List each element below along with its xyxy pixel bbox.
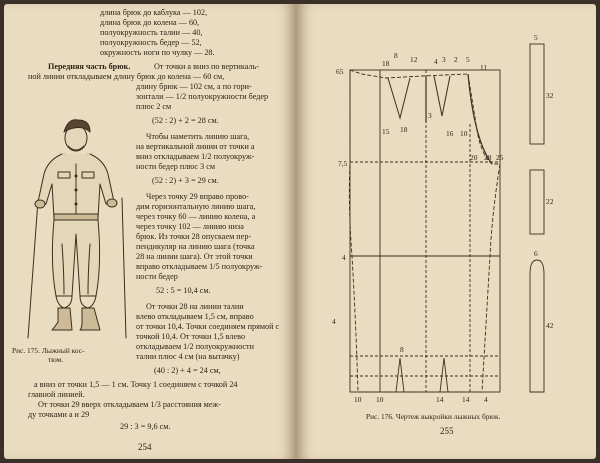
strip-label: 5 xyxy=(534,33,538,42)
text-line: брюк. Из точки 28 опускаем пер- xyxy=(136,232,252,241)
text-line: плюс 2 см xyxy=(136,102,172,111)
formula: 29 : 3 = 9,6 см. xyxy=(120,422,171,431)
draft-label: 28 xyxy=(484,153,492,162)
section-heading: Передняя часть брюк. xyxy=(48,62,131,71)
measurement-line: длина брюк до колена — 60, xyxy=(100,18,200,27)
page-number: 254 xyxy=(138,442,152,452)
formula: (40 : 2) + 4 = 24 см, xyxy=(154,366,221,375)
draft-label: 14 xyxy=(462,395,470,404)
draft-label: 3 xyxy=(442,55,446,64)
text-line: ности бедер плюс 3 см xyxy=(136,162,216,171)
draft-label: 20 xyxy=(470,153,478,162)
text-line: ности бедер xyxy=(136,272,178,281)
text-line: зонтали — 1/2 полуокружности бедер xyxy=(136,92,269,101)
draft-label: 14 xyxy=(436,395,444,404)
measurement-line: полуокружность талии — 40, xyxy=(100,28,203,37)
draft-label: 65 xyxy=(336,67,344,76)
draft-label: 25 xyxy=(496,153,504,162)
strip-label: 6 xyxy=(534,249,538,258)
strip-label: 42 xyxy=(546,321,554,330)
right-page xyxy=(296,4,596,459)
draft-label: 15 xyxy=(382,127,390,136)
text-line: Через точку 29 вправо прово- xyxy=(146,192,249,201)
text-line: вправо откладываем 1/5 полуокруж- xyxy=(136,262,263,271)
figure-caption: Рис. 175. Лыжный кос- xyxy=(12,346,85,355)
draft-label: 11 xyxy=(480,63,488,72)
draft-label: 16 xyxy=(446,129,454,138)
text-line: через точку 102 — линию низа xyxy=(136,222,244,231)
text-line: а вниз от точки 1,5 — 1 см. Точку 1 соединяем с точкой 24 xyxy=(34,380,238,389)
measurement-line: окружность ноги по чулку — 28. xyxy=(100,48,215,57)
draft-label: 8 xyxy=(400,345,404,354)
text-line: талии плюс 4 см (на вытачку) xyxy=(136,352,240,361)
text-line: точкой 10,4. От точки 1,5 влево xyxy=(136,332,246,341)
measurement-line: длина брюк до каблука — 102, xyxy=(100,8,208,17)
text-line: главной линией. xyxy=(28,390,85,399)
draft-label: 4 xyxy=(484,395,488,404)
text-line: откладываем 1/2 полуокружности xyxy=(136,342,255,351)
draft-label: 18 xyxy=(400,125,408,134)
trousers-pattern-draft xyxy=(296,4,596,459)
draft-label: 7,5 xyxy=(338,159,348,168)
left-page xyxy=(4,4,296,459)
text-line: ной линии откладываем длину брюк до колена — 60 см, xyxy=(28,72,225,81)
formula: (52 : 2) + 2 = 28 см. xyxy=(152,116,219,125)
text-line: длину брюк — 102 см, а по гори- xyxy=(136,82,252,91)
draft-label: 5 xyxy=(466,55,470,64)
draft-label: 2 xyxy=(454,55,458,64)
draft-label: 4 xyxy=(342,253,346,262)
text-line: Чтобы наметить линию шага, xyxy=(146,132,250,141)
text-line: ду точками a и 29 xyxy=(28,410,90,419)
page-number: 255 xyxy=(440,426,454,436)
strip-label: 32 xyxy=(546,91,554,100)
text-line: От точки 28 на линии талии xyxy=(146,302,244,311)
draft-label: 10 xyxy=(376,395,384,404)
text-line: вниз откладываем 1/2 полуокруж- xyxy=(136,152,255,161)
formula: 52 : 5 = 10,4 см. xyxy=(156,286,211,295)
text-line: влево откладываем 1,5 см, вправо xyxy=(136,312,254,321)
draft-label: 4 xyxy=(434,57,438,66)
draft-label: 18 xyxy=(382,59,390,68)
figure-caption: Рис. 176. Чертеж выкройки лыжных брюк. xyxy=(366,412,501,421)
measurement-line: полуокружность бедер — 52, xyxy=(100,38,202,47)
text-line: От точки 29 вверх откладываем 1/3 расстояния меж- xyxy=(38,400,221,409)
ski-costume-illustration xyxy=(18,114,134,340)
draft-label: 12 xyxy=(410,55,418,64)
formula: (52 : 2) + 3 = 29 см. xyxy=(152,176,219,185)
draft-label: 10 xyxy=(354,395,362,404)
draft-label: 4 xyxy=(332,317,336,326)
text-line: 28 на линии шага). От этой точки xyxy=(136,252,253,261)
text-line: на вертикальной линии от точки a xyxy=(136,142,255,151)
draft-label: 8 xyxy=(394,51,398,60)
text-line: От точки a вниз по вертикаль- xyxy=(154,62,260,71)
text-line: пендикуляр на линию шага (точка xyxy=(136,242,255,251)
text-line: дим горизонтальную линию шага, xyxy=(136,202,256,211)
draft-label: 3 xyxy=(428,111,432,120)
text-line: через точку 60 — линию колена, а xyxy=(136,212,256,221)
strip-label: 22 xyxy=(546,197,554,206)
figure-caption: тюм. xyxy=(48,355,64,364)
draft-label: 10 xyxy=(460,129,468,138)
text-line: от точки 10,4. Точки соединяем прямой с xyxy=(136,322,280,331)
